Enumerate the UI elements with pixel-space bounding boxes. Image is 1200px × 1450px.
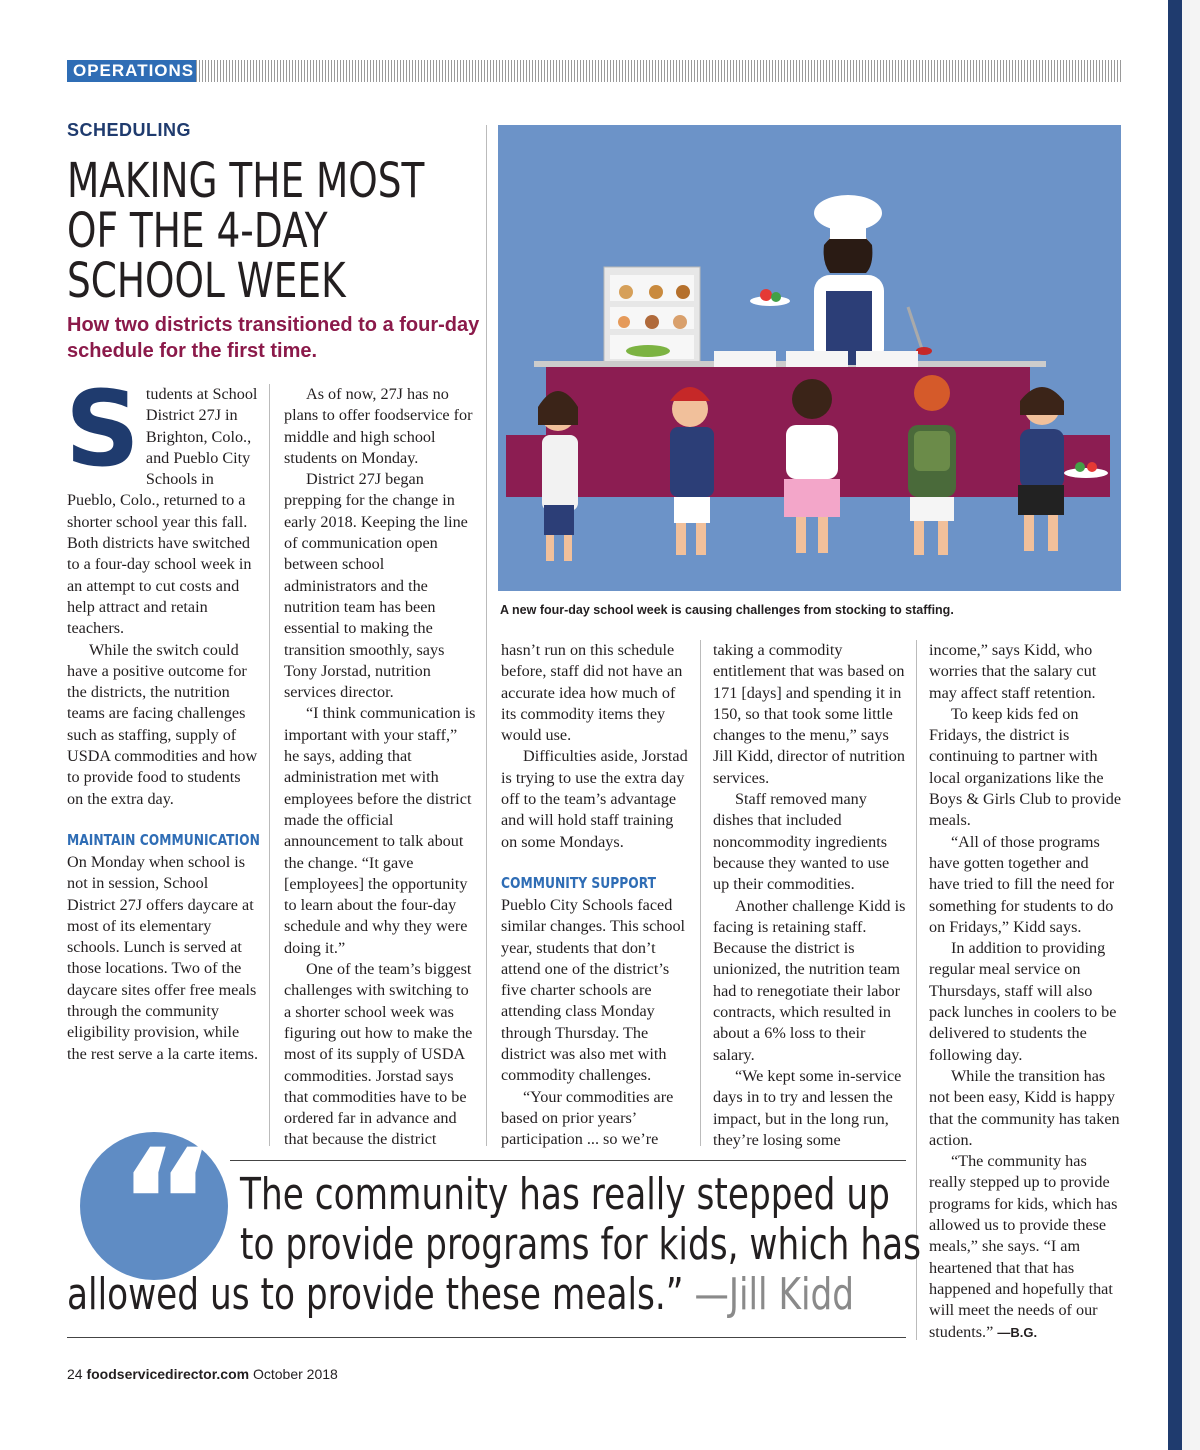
paragraph: District 27J began prepping for the change in early 2018. Keeping the line of communication open between school administrators and the nutrition team has been essential to making the transition smoothly, says Tony Jorstad, nutrition services director. xyxy=(284,470,468,702)
section-tag: OPERATIONS xyxy=(67,60,200,82)
byline: —B.G. xyxy=(997,1324,1038,1340)
kicker: SCHEDULING xyxy=(67,120,192,140)
paragraph: While the transition has not been easy, Kidd is happy that the community has taken action. xyxy=(929,1066,1120,1149)
paragraph: taking a commodity entitlement that was based on 171 [days] and spending it in 150, so that took some little changes to the menu,” says Jill Kidd, director of nutrition services. xyxy=(713,641,905,787)
paragraph: One of the team’s biggest challenges with switching to a shorter school week was figuring out how to make the most of its supply of USDA commodities. Jorstad says that commodities have to be ordered far in advance and that because the district xyxy=(284,960,473,1149)
paragraph: hasn’t run on this schedule before, staff did not have an accurate idea how much of its commodity items they would use. xyxy=(501,641,683,745)
article-column-4 xyxy=(713,640,907,1151)
issue-date: October 2018 xyxy=(252,1366,338,1382)
column-rule xyxy=(700,640,701,1146)
column-rule xyxy=(486,125,487,1146)
pullquote-text: allowed us to provide these meals.” xyxy=(67,1269,684,1320)
paragraph: On Monday when school is not in session, School District 27J offers daycare at most of its elementary schools. Lunch is served at those locations. Two of the daycare sites offer free meals through the community eligibility provision, while the rest serve a la carte items. xyxy=(67,852,259,1063)
paragraph: tudents at School District 27J in Brighton, Colo., and Pueblo City Schools in Pueblo, Colo., returned to a shorter school year this fall. Both districts have switched to a four-day school week in an attempt to cut costs and help attract and retain teachers. xyxy=(67,385,258,638)
paragraph: “Your commodities are based on prior years’ participation ... so we’re xyxy=(501,1087,674,1149)
pullquote-attribution: —Jill Kidd xyxy=(694,1269,855,1320)
headline xyxy=(67,153,425,309)
dek: How two districts transitioned to a four-day schedule for the first time. xyxy=(67,314,480,362)
page-footer xyxy=(67,1366,338,1382)
cafeteria-illustration xyxy=(498,125,1121,591)
header-rule xyxy=(196,60,1122,82)
subhead: MAINTAIN COMMUNICATION xyxy=(67,830,260,849)
drop-cap: S xyxy=(65,368,140,490)
page-number: 24 xyxy=(67,1366,83,1382)
paragraph: While the switch could have a positive outcome for the districts, the nutrition teams are facing challenges such as staffing, supply of USDA commodities and how to provide food to students on the extra day. xyxy=(67,640,258,808)
paragraph: As of now, 27J has no plans to offer foodservice for middle and high school students on Monday. xyxy=(284,385,473,467)
paragraph: “I think communication is important with your staff,” he says, adding that administration met with employees before the district made the official announcement to talk about the change. “It gave [employees] the opportunity to learn about the four-day schedule and why they were doing it.” xyxy=(284,704,476,957)
paragraph xyxy=(929,1151,1123,1343)
paragraph: “We kept some in-service days in to try and lessen the impact, but in the long run, they’re losing some xyxy=(713,1066,902,1149)
article-column-5 xyxy=(929,640,1123,1343)
cafeteria-scene-image xyxy=(498,125,1121,591)
pullquote-line-3 xyxy=(67,1270,854,1320)
page-edge-bar xyxy=(1168,0,1182,1450)
subhead: COMMUNITY SUPPORT xyxy=(501,873,657,892)
headline-line-1: MAKING THE MOST xyxy=(67,153,425,209)
site-name: foodservicedirector.com xyxy=(86,1366,250,1382)
closing-quote-text: “The community has really stepped up to provide programs for kids, which has allowed us to provide these meals,” she says. “I am heartened that that has happened and hopefully that will meet the needs of our students.” xyxy=(929,1152,1118,1341)
pullquote-line-1: The community has really stepped up xyxy=(240,1169,890,1220)
paragraph: Pueblo City Schools faced similar changes. This school year, students that don’t attend one of the district’s five charter schools are attending class Monday through Thursday. The district was also met with commodity challenges. xyxy=(501,895,686,1085)
paragraph: Another challenge Kidd is facing is retaining staff. Because the district is unionized, the nutrition team had to renegotiate their labor contracts, which resulted in about a 6% loss to their salary. xyxy=(713,896,906,1064)
article-column-3 xyxy=(501,640,693,1151)
image-caption: A new four-day school week is causing challenges from stocking to staffing. xyxy=(500,603,954,617)
article-column-2 xyxy=(284,384,476,1151)
paragraph: Staff removed many dishes that included noncommodity ingredients because they wanted to use up their commodities. xyxy=(713,790,890,894)
column-rule xyxy=(269,384,270,1146)
paragraph: To keep kids fed on Fridays, the district is continuing to partner with local organizations like the Boys & Girls Club to provide meals. xyxy=(929,704,1122,830)
paragraph: Difficulties aside, Jorstad is trying to use the extra day off to the team’s advantage and will hold staff training on some Mondays. xyxy=(501,747,688,851)
pullquote-bottom-rule xyxy=(67,1337,906,1338)
headline-line-2: OF THE 4-DAY xyxy=(67,203,328,259)
paragraph: In addition to providing regular meal service on Thursdays, staff will also pack lunches in coolers to be delivered to students the following day. xyxy=(929,939,1117,1064)
pullquote-top-rule xyxy=(230,1160,906,1161)
paragraph: income,” says Kidd, who worries that the salary cut may affect staff retention. xyxy=(929,641,1097,702)
article-column-1 xyxy=(65,368,260,1065)
paragraph: “All of those programs have gotten together and have tried to fill the need for something for students to do on Fridays,” Kidd says. xyxy=(929,832,1115,936)
pullquote-line-2: to provide programs for kids, which has xyxy=(240,1219,921,1270)
page-edge-margin xyxy=(1182,0,1200,1450)
headline-line-3: SCHOOL WEEK xyxy=(67,253,346,309)
quote-mark-glyph: “ xyxy=(118,1118,217,1292)
